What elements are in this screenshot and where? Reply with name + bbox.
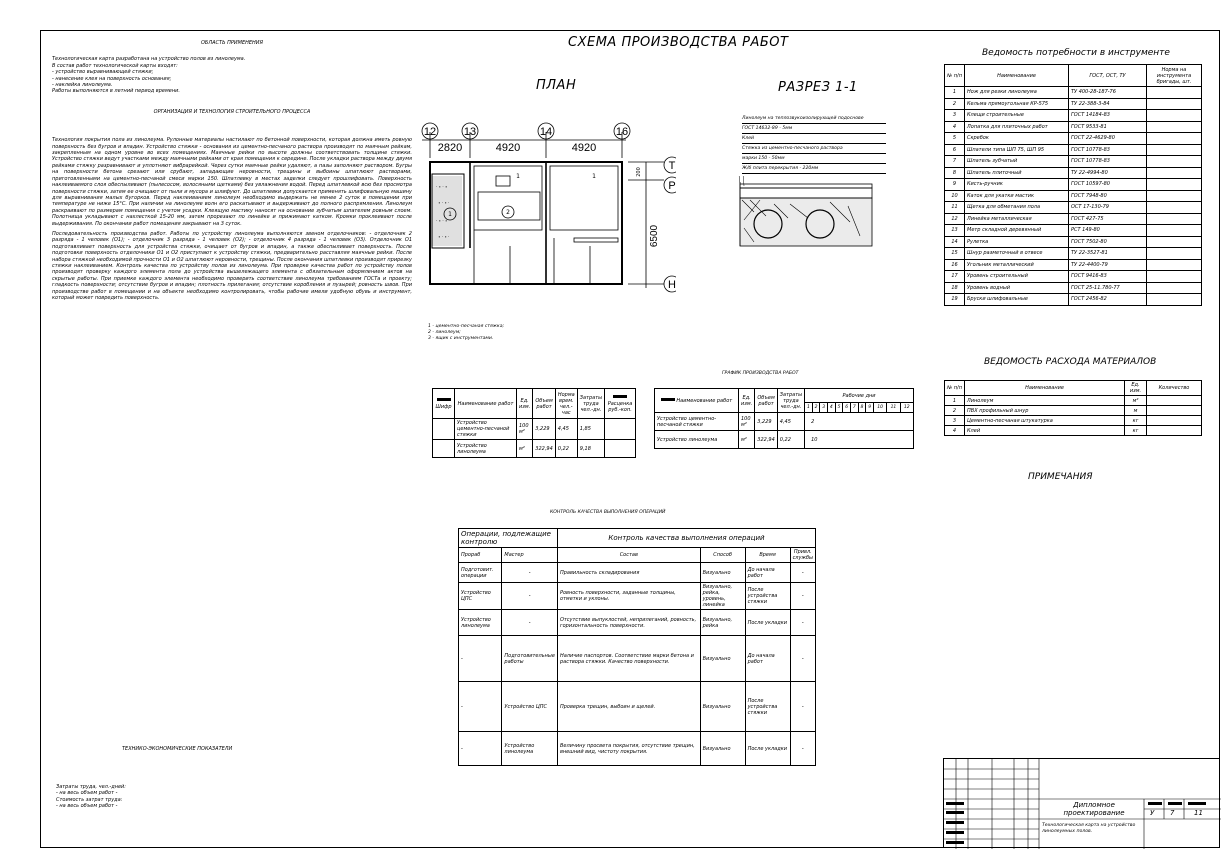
heading-scope: ОБЛАСТЬ ПРИМЕНЕНИЯ [201,40,263,46]
tool-gost: ТУ 22-388-3-84 [1069,98,1147,110]
scope-line: Технологическая карта разработана на устройство полов из линолеума. [52,56,246,63]
tool-no: 12 [945,213,965,225]
indicator-line: - на весь объем работ - [56,803,118,810]
qc-cell: - [502,610,558,636]
work-cell: 3,229 [533,419,556,440]
tool-no: 15 [945,248,965,260]
tool-name: Шнур разметочный в отвесе [965,248,1069,260]
section-layer-label: Клей [742,134,886,144]
tool-norm [1147,87,1202,99]
schedule-day: 6 [843,403,851,413]
table-row [945,396,1202,406]
qc-cell: После укладки [745,732,790,766]
table-row [945,156,1202,168]
qc-table [458,528,816,766]
work-header-volume: Объем работ [533,389,556,419]
tool-no: 1 [945,87,965,99]
work-cell: 0,22 [555,440,577,458]
table-row [459,583,816,610]
work-cell [605,440,636,458]
tool-norm [1147,167,1202,179]
table-row [459,610,816,636]
schedule-rate: 4,45 [777,413,804,431]
stamp-title: Дипломное проектирование [1063,801,1125,817]
material-qty [1147,396,1202,406]
dim-6500: 6500 [649,224,660,248]
material-name: ПВХ профильный шнур [965,406,1125,416]
tool-norm [1147,202,1202,214]
work-cell [433,440,455,458]
indicator-line: Стоимость затрат труда: [56,796,123,803]
qc-cell: - [459,732,502,766]
table-row [945,190,1202,202]
indicator-line: Затраты труда, чел.-дней: [56,784,126,790]
tool-gost: ОСТ 17-130-79 [1069,202,1147,214]
floor-plan [414,118,676,348]
tool-gost: ГОСТ 10597-80 [1069,179,1147,191]
qc-cell: Визуально [700,732,745,766]
table-row [433,440,636,458]
table-row [945,259,1202,271]
indicator-line: - на весь объем работ - [56,790,118,797]
tool-norm [1147,98,1202,110]
qc-cell: Визуально, рейка [700,610,745,636]
table-row [945,98,1202,110]
tool-norm [1147,144,1202,156]
tools-header-name: Наименование [965,65,1069,87]
tool-norm [1147,259,1202,271]
axis-14: 14 [539,126,553,138]
tool-norm [1147,133,1202,145]
material-qty [1147,426,1202,436]
tool-gost: ТУ 22-3527-81 [1069,248,1147,260]
section-label: РАЗРЕЗ 1-1 [778,80,858,95]
qc-cell: После устройства стяжки [745,682,790,732]
notes-title: ПРИМЕЧАНИЯ [1028,472,1093,482]
tool-gost: ГОСТ 25-11.780-77 [1069,282,1147,294]
schedule-work-name: Устройство цементно-песчаной стяжки [655,413,739,431]
tools-title: Ведомость потребности в инструменте [982,48,1170,58]
qc-header-ops: Операции, подлежащие контролю [459,529,558,548]
work-table [432,388,636,458]
tool-norm [1147,236,1202,248]
tools-table [944,64,1202,306]
qc-cell: Визуально [700,682,745,732]
scope-line: - наклейка линолеума. [52,82,113,89]
qc-cell: - [502,563,558,583]
table-row [433,419,636,440]
tool-no: 2 [945,98,965,110]
table-row [655,413,914,431]
materials-header-no: № п/п [945,381,965,396]
table-row [945,133,1202,145]
section-layer-label: Ж/б плита перекрытия - 220мм [742,164,886,174]
tool-gost: ГОСТ 22-4629-80 [1069,133,1147,145]
work-cell: 4,45 [555,419,577,440]
work-header-code: Шифр [435,404,452,410]
schedule-day: 4 [828,403,836,413]
schedule-unit: 100 м² [739,413,755,431]
schedule-unit: м² [739,431,755,449]
tool-norm [1147,179,1202,191]
qc-cell: - [790,583,815,610]
left-text-column [52,40,412,301]
table-row [459,636,816,682]
tool-gost: РСТ 149-80 [1069,225,1147,237]
tool-norm [1147,121,1202,133]
qc-sub-method: Способ [700,548,745,563]
tool-name: Кельма прямоугольная КР-575 [965,98,1069,110]
scope-line: - устройство выравнивающей стяжки; [52,69,154,76]
qc-cell: - [502,583,558,610]
qc-cell: Наличие паспортов. Соответствие марки бетона и раствора стяжки. Качество поверхности. [557,636,700,682]
tool-norm [1147,282,1202,294]
material-name: Клей [965,426,1125,436]
scope-text [52,56,412,94]
schedule-header-unit: Ед. изм. [739,389,755,413]
scope-line: Работы выполняются в летний период времени. [52,88,180,95]
schedule-title: ГРАФИК ПРОИЗВОДСТВА РАБОТ [722,371,799,376]
table-row [945,282,1202,294]
section-layer-label: марки 150 - 50мм [742,154,886,164]
table-row [945,406,1202,416]
qc-cell: Устройство ЦПС [459,583,502,610]
table-row [945,87,1202,99]
tool-norm [1147,190,1202,202]
plan-mark-3: 1 [516,173,520,180]
tool-gost: ГОСТ 9416-83 [1069,271,1147,283]
qc-cell: Ровность поверхности, заданные толщины, отметки и уклоны. [557,583,700,610]
qc-cell: - [790,682,815,732]
tools-header-no: № п/п [945,65,965,87]
material-no: 2 [945,406,965,416]
schedule-header-name: Наименование работ [676,398,733,404]
tool-no: 18 [945,282,965,294]
qc-title: КОНТРОЛЬ КАЧЕСТВА ВЫПОЛНЕНИЯ ОПЕРАЦИЙ [550,510,666,515]
qc-cell: Устройство линолеума [459,610,502,636]
axis-t: Т [668,160,676,172]
dim-4920-a: 4920 [495,142,521,154]
tool-name: Клещи строительные [965,110,1069,122]
tool-name: Шпатель плиточный [965,167,1069,179]
tool-norm [1147,225,1202,237]
tool-gost: ТУ 400-28-187-76 [1069,87,1147,99]
qc-sub-time: Время [745,548,790,563]
table-row [945,144,1202,156]
qc-sub-content: Состав [557,548,700,563]
schedule-day: 11 [887,403,900,413]
sequence-text: Последовательность производства работ. Работы по устройству линолеума выполняются звеном отделочников: - отделочник 2 разряда - 1 человек (О1); - отделочник 3 разряда - 1 человек (О2); - отделочник 4 разряда - 1 человек (О3). Отделочник О1 подготавливает поверхность для устройства стяжки, очищает от бугров и впадин, а также обеспыливает поверхность. После подготовки поверхность отделочники О1 и О2 приступают к устройству стяжки, предварительно расставляя маячные рейки. После набора стяжкой необходимой прочности О1 и О2 шпатлюют неровности, трещины. После окончания шпатлевки производят прирезку стяжки наклеиванием. Контроль качества по устройству полов из линолеума. При проверке качества работ по устройству полов производят проверку каждого элемента пола до устройства вышележащего элемента с обязательным оформлением актов на скрытые работы. При приемке каждого элемента необходимо проверить соответствие линолеума требованиям ГОСТа и проекту; гладкость поверхности; отсутствие бугров и впадин; плотность прилегания; отсутствие коробления и пузырей; ровность швов. При производстве работ в помещении и на объекте необходимо контролировать, чтобы рабочие имели удобную обувь и инструмент, который может повредить поверхность. [52,230,412,301]
tool-name: Уровень строительный [965,271,1069,283]
tool-name: Метр складной деревянный [965,225,1069,237]
table-row [945,416,1202,426]
qc-cell: До начала работ [745,636,790,682]
qc-cell: Отсутствие выпуклостей, неприлеганий, ровность, горизонтальность поверхности. [557,610,700,636]
tool-gost: ГОСТ 14184-83 [1069,110,1147,122]
table-row [945,271,1202,283]
table-row [945,121,1202,133]
tool-no: 3 [945,110,965,122]
tool-norm [1147,110,1202,122]
qc-cell: Визуально [700,563,745,583]
section-layer-label: Линолеум на теплозвукоизолирующей подоснове [742,114,886,124]
qc-header-control: Контроль качества выполнения операций [557,529,815,548]
tool-no: 5 [945,133,965,145]
work-cell: 322,94 [533,440,556,458]
qc-cell: Подготовительные работы [502,636,558,682]
material-no: 1 [945,396,965,406]
qc-cell: До начала работ [745,563,790,583]
tool-no: 17 [945,271,965,283]
qc-cell: Визуально, рейка, уровень, линейка [700,583,745,610]
section-layer-label: ГОСТ 14632-89 - 5мм [742,124,886,134]
work-cell: 9,18 [577,440,604,458]
qc-cell: Устройство линолеума [502,732,558,766]
schedule-work-name: Устройство линолеума [655,431,739,449]
work-cell: м² [517,440,533,458]
tool-gost: ТУ 22-4400-79 [1069,259,1147,271]
tool-no: 9 [945,179,965,191]
tool-gost: ГОСТ 7948-80 [1069,190,1147,202]
plan-mark-4: 1 [592,173,596,180]
qc-cell: Величину просвета покрытия, отсутствие трещин, внешний вид, чистоту покрытия. [557,732,700,766]
tool-no: 14 [945,236,965,248]
tool-norm [1147,248,1202,260]
tool-name: Рулетка [965,236,1069,248]
material-no: 3 [945,416,965,426]
dim-200: 200 [636,167,642,177]
qc-cell: Визуально [700,636,745,682]
svg-text:∙ · ∙ ·: ∙ · ∙ · [438,200,450,205]
qc-cell: Устройство ЦПС [502,682,558,732]
tool-gost: ГОСТ 427-75 [1069,213,1147,225]
schedule-header-volume: Объем работ [755,389,778,413]
table-row [945,213,1202,225]
schedule-volume: 322,94 [755,431,778,449]
tool-name: Кисть-ручник [965,179,1069,191]
schedule-day: 3 [820,403,828,413]
dim-4920-b: 4920 [571,142,597,154]
materials-header-unit: Ед. изм. [1125,381,1147,396]
qc-cell: - [790,563,815,583]
material-no: 4 [945,426,965,436]
schedule-day: 2 [812,403,820,413]
stamp-sheet: 7 [1170,809,1175,817]
tool-gost: ГОСТ 9533-81 [1069,121,1147,133]
heading-technology: ОРГАНИЗАЦИЯ И ТЕХНОЛОГИЯ СТРОИТЕЛЬНОГО ПРОЦЕССА [153,108,311,115]
work-cell [605,419,636,440]
tool-name: Каток для укатки мастик [965,190,1069,202]
schedule-day: 7 [851,403,859,413]
tool-norm [1147,213,1202,225]
schedule-duration: 2 [805,413,914,431]
svg-text:∙ · ∙ ·: ∙ · ∙ · [438,234,450,239]
stamp-description: Технологическая карта на устройство линолеумных полов. [1042,823,1136,834]
plan-mark-1: 1 [448,211,452,218]
materials-title: ВЕДОМОСТЬ РАСХОДА МАТЕРИАЛОВ [984,357,1157,367]
tool-name: Уровень водный [965,282,1069,294]
legend-line: 3 - ящик с инструментами. [428,336,494,341]
material-name: Цементно-песчаная штукатурка [965,416,1125,426]
axis-12: 12 [423,126,437,138]
schedule-day: 9 [866,403,874,413]
work-header-price: Расценка руб.-коп. [605,389,636,419]
axis-13: 13 [463,126,477,138]
work-header-name: Наименование работ [455,389,517,419]
svg-text:· ∙ · ∙: · ∙ · ∙ [436,184,448,189]
work-cell: 100 м² [517,419,533,440]
main-title: СХЕМА ПРОИЗВОДСТВА РАБОТ [568,35,789,50]
tool-no: 13 [945,225,965,237]
plan-legend [428,324,504,342]
schedule-rate: 0,22 [777,431,804,449]
work-header-rate: Норма врем. чел.-час [555,389,577,419]
table-row [459,563,816,583]
legend-line: 1 - цементно-песчаная стяжка; [428,324,505,329]
plan-mark-2: 2 [506,209,510,216]
tool-name: Щетка для обметания пола [965,202,1069,214]
schedule-header-days: Рабочие дни [805,389,914,403]
qc-sub-services: Привл. службы [790,548,815,563]
qc-cell: Подготовит. операции [459,563,502,583]
table-row [945,248,1202,260]
tool-name: Угольник металлический [965,259,1069,271]
table-row [945,179,1202,191]
axis-16: 16 [615,126,629,138]
materials-table [944,380,1202,436]
material-unit: м² [1125,396,1147,406]
schedule-header-labor: Затраты труда чел.-дн. [777,389,804,413]
table-row [945,167,1202,179]
qc-cell: После укладки [745,610,790,636]
tools-header-norm: Норма на инструмента бригады, шт. [1147,65,1202,87]
indicators-text [56,784,126,810]
table-row [945,236,1202,248]
materials-header-name: Наименование [965,381,1125,396]
svg-text:· ∙ · ∙: · ∙ · ∙ [436,218,448,223]
tool-gost: ГОСТ 7502-80 [1069,236,1147,248]
tool-name: Шпатель зубчатый [965,156,1069,168]
schedule-volume: 3,229 [755,413,778,431]
work-cell: 1,85 [577,419,604,440]
tool-name: Бруски шлифовальные [965,294,1069,306]
dim-2820: 2820 [437,142,463,154]
qc-cell: После устройства стяжки [745,583,790,610]
tool-gost: ТУ 22-4994-80 [1069,167,1147,179]
work-cell: Устройство линолеума [455,440,517,458]
qc-cell: - [459,636,502,682]
table-row [459,732,816,766]
plan-label: ПЛАН [536,78,577,93]
scope-line: - нанесение клея на поверхность основания; [52,75,172,82]
tool-norm [1147,156,1202,168]
material-qty [1147,416,1202,426]
table-row [945,202,1202,214]
materials-header-qty: Количество [1147,381,1202,396]
qc-cell: - [459,682,502,732]
qc-cell: Проверка трещин, выбоин и щелей. [557,682,700,732]
qc-cell: - [790,610,815,636]
tool-name: Скребок [965,133,1069,145]
stamp-sheets: 11 [1194,809,1203,817]
material-unit: кг [1125,416,1147,426]
qc-sub-master: Мастер [502,548,558,563]
tool-no: 11 [945,202,965,214]
table-row [945,426,1202,436]
table-row [459,682,816,732]
axis-p: Р [668,180,676,192]
tool-norm [1147,271,1202,283]
qc-cell: - [790,636,815,682]
tool-name: Нож для резки линолеума [965,87,1069,99]
schedule-duration: 10 [805,431,914,449]
material-unit: кг [1125,426,1147,436]
schedule-day: 8 [858,403,866,413]
tool-norm [1147,294,1202,306]
schedule-day: 1 [805,403,813,413]
tool-name: Шпатели типа ШП 75, ШП 95 [965,144,1069,156]
tool-no: 19 [945,294,965,306]
section-drawing [730,176,890,252]
work-cell: Устройство цементно-песчаной стяжки [455,419,517,440]
section-layers [742,114,886,174]
qc-cell: Правильность складирования [557,563,700,583]
work-header-labor: Затраты труда чел.-дн. [577,389,604,419]
material-unit: м [1125,406,1147,416]
tools-header-gost: ГОСТ, ОСТ, ТУ [1069,65,1147,87]
technology-text: Технология покрытия пола из линолеума. Рулонные материалы настилают по бетонной поверхности, которая должна иметь ровную поверхность без бугров и впадин. Устройство стяжки - основания из цементно-песчаного раствора производят по маячным рейкам, закрепленным на одном уровне во всех помещениях. Маячные рейки по высоте должны соответствовать толщине стяжки. Устройство стяжки ведут участками между маячными рейками от края помещения к середине. После укладки раствора между двумя рейками стяжку разравнивают и уплотняют вибрарейкой. Через сутки маячные рейки удаляют, а пазы заполняют раствором. Бугры на поверхности бетона срезают или срубают, западающие неровности, трещины и выбоины шпатлюют растворами, приготовленными на цементно-песчаной смеси марки 150. Шпатлевку в местах заделки следует прошлифовать. Поверхность наклеиваемого слоя обеспыливают (пылесосом, волосяными щетками) без увлажнения водой. Перед шпатлевкой всю без просмотра поверхности стяжки, затем ее очищают от пыли и мусора и шлифуют. До шпатлевки допускается применять шлифовальную машину для выравнивания малых бугорков. Перед наклеиванием линолеум необходимо выдержать не менее 2 суток в помещении при температуре не ниже 15°С. При наличии на линолеуме волн его раскатывают и выдерживают до полного распрямления. Линолеум раскраивают по размерам помещения с учетом усадки. Клеящую мастику наносят на основание зубчатым шпателем ровным слоем. Полотнища укладывают с нахлесткой 15-20 мм, затем прорезают по линейке и прижимают катком. Кромки проклеивают после выдерживания. По окончании работ помещения закрывают на 3 суток. [52,137,412,227]
schedule-day: 10 [873,403,886,413]
tool-gost: ГОСТ 10778-83 [1069,144,1147,156]
legend-line: 2 - линолеум; [428,330,461,335]
qc-cell: - [790,732,815,766]
axis-n: Н [668,279,676,291]
table-row [655,431,914,449]
material-qty [1147,406,1202,416]
table-row [945,294,1202,306]
heading-indicators: ТЕХНИКО-ЭКОНОМИЧЕСКИЕ ПОКАЗАТЕЛИ [122,746,233,752]
tool-no: 4 [945,121,965,133]
qc-sub-foreman: Прораб [459,548,502,563]
work-header-unit: Ед. изм. [517,389,533,419]
stamp-stage: У [1150,809,1155,817]
tool-gost: ГОСТ 10778-83 [1069,156,1147,168]
tool-no: 6 [945,144,965,156]
tool-name: Лопатка для плиточных работ [965,121,1069,133]
schedule-day: 12 [900,403,913,413]
tool-no: 8 [945,167,965,179]
material-name: Линолеум [965,396,1125,406]
tool-no: 7 [945,156,965,168]
schedule-day: 5 [835,403,843,413]
section-layer-label: Стяжка из цементно-песчаного раствора [742,144,886,154]
title-block [943,758,1220,848]
table-row [945,225,1202,237]
tool-no: 10 [945,190,965,202]
tool-name: Линейка металлическая [965,213,1069,225]
tool-gost: ГОСТ 2456-82 [1069,294,1147,306]
tool-no: 16 [945,259,965,271]
table-row [945,110,1202,122]
work-cell [433,419,455,440]
scope-line: В состав работ технологической карты входят: [52,62,178,69]
schedule-table [654,388,914,449]
